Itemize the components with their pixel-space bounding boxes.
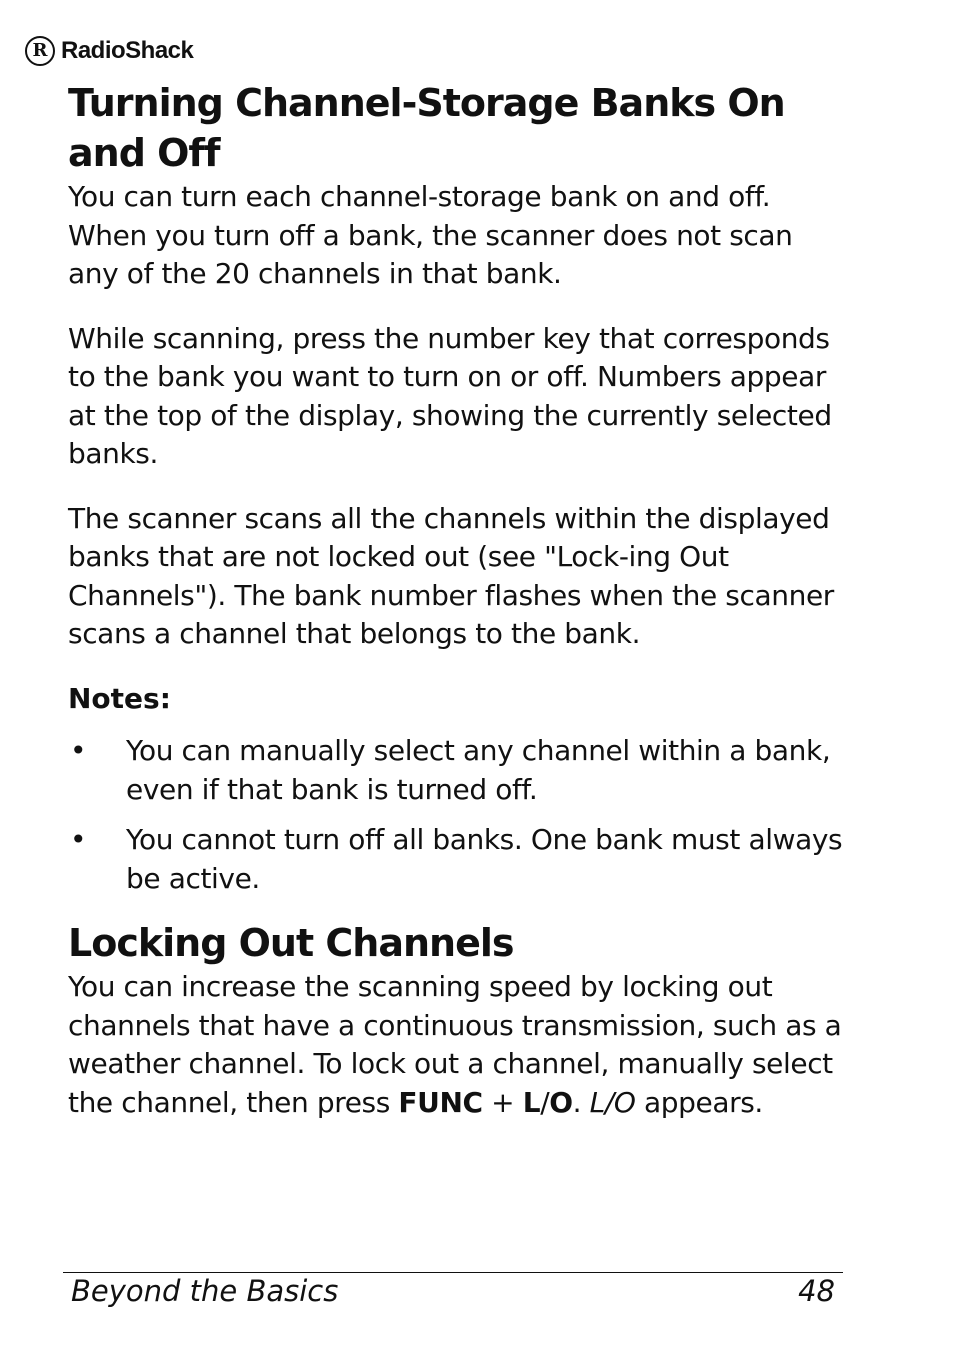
func-key: FUNC — [398, 1085, 483, 1119]
paragraph-2: While scanning, press the number key that corresponds to the bank you want to turn on or off. Numbers appear at the top of the display, showing the currently selected banks. — [68, 321, 832, 470]
note-item — [68, 821, 848, 898]
note-text: You cannot turn off all banks. One bank must always be active. — [126, 823, 843, 895]
page-footer — [63, 1272, 843, 1309]
section-title-locking: Locking Out Channels — [68, 921, 514, 965]
plus-sign: + — [482, 1085, 523, 1119]
bullet-icon: • — [70, 823, 87, 856]
paragraph-1: You can turn each channel-storage bank on and off. When you turn off a bank, the scanner does not scan any of the 20 channels in that bank. — [68, 180, 793, 290]
appears-text: appears. — [635, 1085, 763, 1119]
page-number: 48 — [798, 1274, 835, 1308]
bullet-icon: • — [70, 734, 87, 767]
radioshack-logo — [25, 36, 193, 66]
registered-r-icon: R — [25, 36, 55, 66]
paragraph-3: The scanner scans all the channels within the displayed banks that are not locked out (see "Lock-ing Out Channels"). The bank number flashes when the scanner scans a channel that belongs to the bank. — [68, 501, 834, 650]
locking-text: You can increase the scanning speed by locking out channels that have a continuous transmission, such as a weather channel. To lock out a channel, manually select the channel, then press — [68, 970, 842, 1119]
note-item — [68, 732, 848, 809]
brand-name: RadioShack — [61, 37, 194, 64]
o-key: O — [549, 1085, 573, 1119]
page-content — [68, 78, 848, 1122]
slash: / — [540, 1085, 550, 1119]
display-lo: L/O — [589, 1085, 636, 1119]
note-text: You can manually select any channel within a bank, even if that bank is turned off. — [126, 734, 831, 806]
notes-list — [68, 732, 848, 898]
locking-paragraph — [68, 968, 848, 1122]
footer-section-name: Beyond the Basics — [71, 1274, 339, 1308]
period: . — [572, 1085, 590, 1119]
l-key: L — [522, 1085, 541, 1119]
section-title-banks: Turning Channel-Storage Banks On and Off — [68, 81, 785, 175]
notes-label: Notes: — [68, 681, 171, 715]
